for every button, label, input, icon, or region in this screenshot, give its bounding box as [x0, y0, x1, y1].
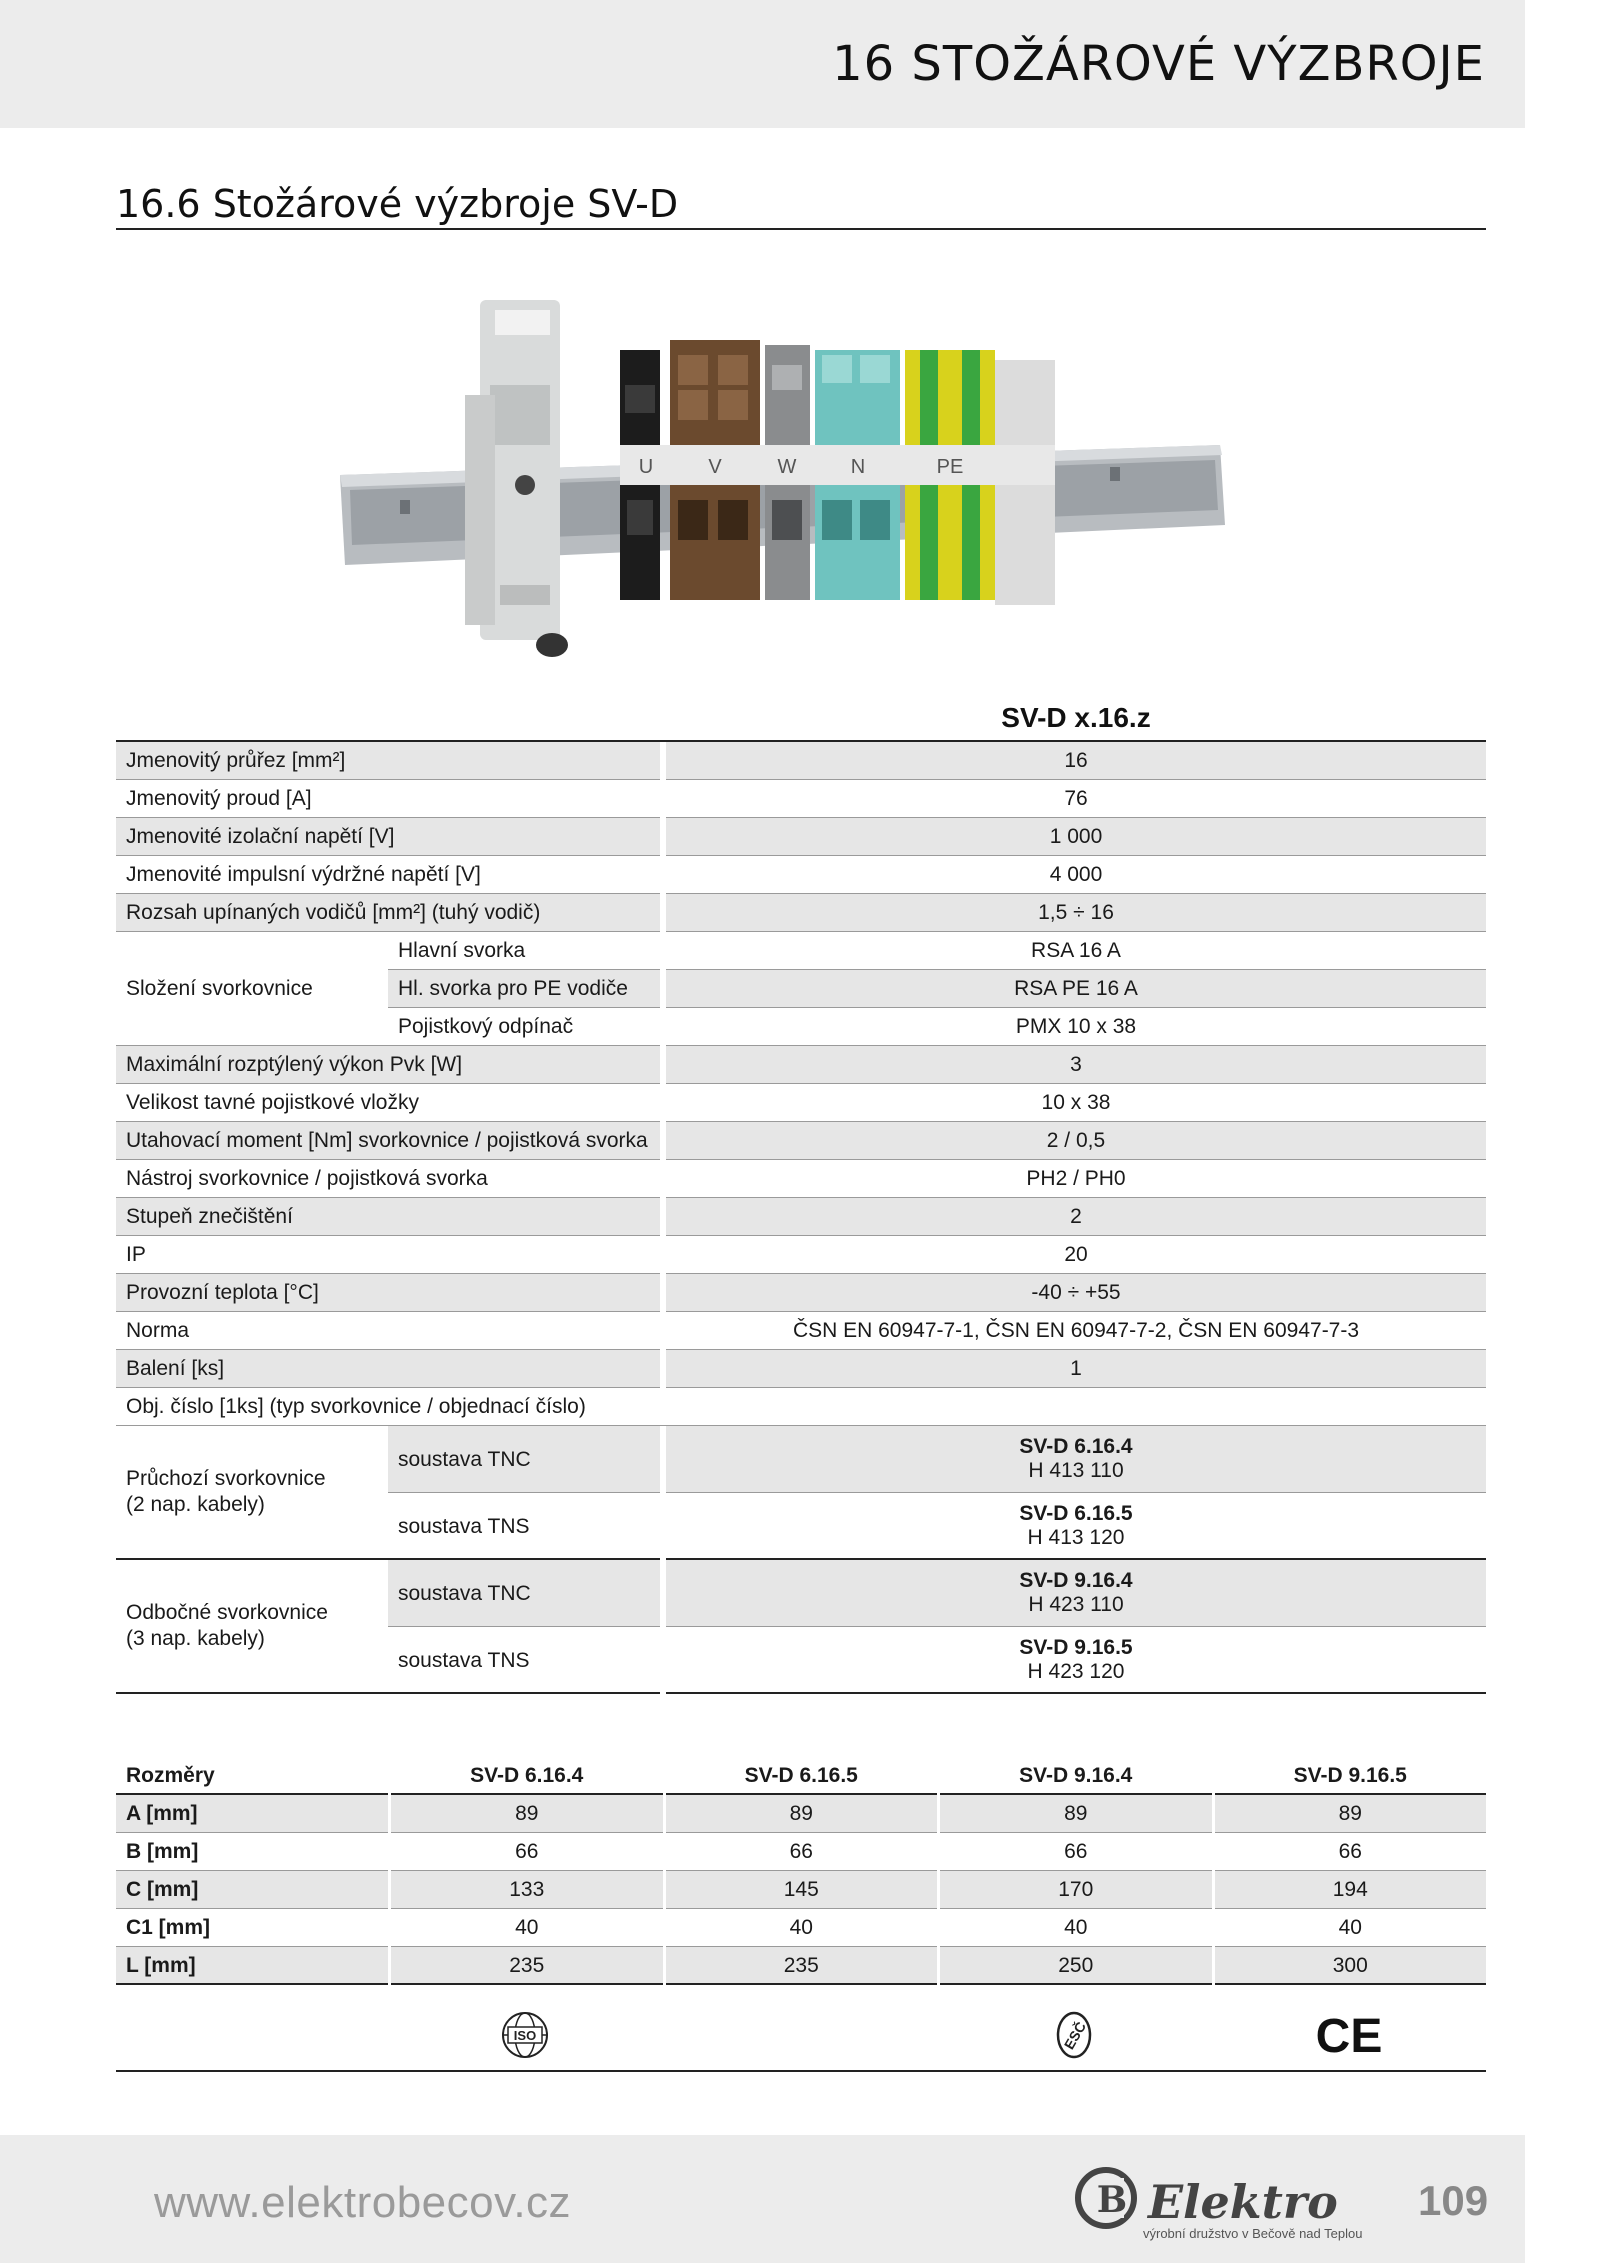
- website-link[interactable]: www.elektrobecov.cz: [154, 2178, 572, 2227]
- svg-text:ISO: ISO: [514, 2028, 537, 2043]
- table-row: Hlavní svorka RSA 16 A: [388, 932, 1486, 970]
- table-row: Nástroj svorkovnice / pojistková svorka PH2 / PH0: [116, 1160, 1486, 1198]
- table-row: soustava TNS SV-D 9.16.5 H 423 120: [388, 1627, 1486, 1694]
- svg-text:CE: CE: [1315, 2010, 1383, 2060]
- order-group: Odbočné svorkovnice (3 nap. kabely) soustava TNC SV-D 9.16.4 H 423 110 soustava TNS SV-D 9.16.5 H 423 120: [116, 1560, 1486, 1694]
- svg-text:ESČ: ESČ: [1060, 2019, 1090, 2052]
- table-row: Stupeň znečištění 2: [116, 1198, 1486, 1236]
- iso-icon: [500, 2010, 550, 2060]
- chapter-title: 16 STOŽÁROVÉ VÝZBROJE: [832, 36, 1485, 92]
- certification-row: [116, 2000, 1486, 2072]
- table-row: C [mm] 133 145 170 194: [116, 1871, 1486, 1909]
- brand-subtitle: výrobní družstvo v Bečově nad Teplou: [1143, 2226, 1363, 2241]
- terminal-label: PE: [936, 456, 964, 478]
- table-row: Jmenovité impulsní výdržné napětí [V] 4 000: [116, 856, 1486, 894]
- table-row: C1 [mm] 40 40 40 40: [116, 1909, 1486, 1947]
- table-row: Norma ČSN EN 60947-7-1, ČSN EN 60947-7-2, ČSN EN 60947-7-3: [116, 1312, 1486, 1350]
- dimensions-header: Rozměry SV-D 6.16.4 SV-D 6.16.5 SV-D 9.16.4 SV-D 9.16.5: [116, 1757, 1486, 1795]
- table-row: L [mm] 235 235 250 300: [116, 1947, 1486, 1985]
- spec-table: [116, 698, 1486, 1694]
- product-photo: [340, 295, 1280, 675]
- order-group: Průchozí svorkovnice (2 nap. kabely) soustava TNC SV-D 6.16.4 H 413 110 soustava TNS SV-D 6.16.5 H 413 120: [116, 1426, 1486, 1560]
- product-name: SV-D x.16.z: [1001, 702, 1151, 733]
- table-row: Rozsah upínaných vodičů [mm²] (tuhý vodič) 1,5 ÷ 16: [116, 894, 1486, 932]
- dimensions-table: [116, 1757, 1486, 1985]
- terminal-label: V: [708, 456, 722, 478]
- page-number: 109: [1418, 2177, 1489, 2224]
- table-row: B [mm] 66 66 66 66: [116, 1833, 1486, 1871]
- table-row: A [mm] 89 89 89 89: [116, 1795, 1486, 1833]
- order-heading-row: Obj. číslo [1ks] (typ svorkovnice / objednací číslo): [116, 1388, 1486, 1426]
- table-row: Pojistkový odpínač PMX 10 x 38: [388, 1008, 1486, 1046]
- table-row: Utahovací moment [Nm] svorkovnice / pojistková svorka 2 / 0,5: [116, 1122, 1486, 1160]
- table-row: Jmenovité izolační napětí [V] 1 000: [116, 818, 1486, 856]
- section-divider: [116, 228, 1486, 230]
- section-title: 16.6 Stožárové výzbroje SV-D: [116, 182, 679, 226]
- ce-icon: [1314, 2010, 1384, 2060]
- table-row: Balení [ks] 1: [116, 1350, 1486, 1388]
- composition-label: Složení svorkovnice: [116, 932, 388, 1046]
- composition-group: [116, 932, 1486, 1046]
- terminal-label: N: [850, 456, 866, 478]
- svg-text:Elektro: Elektro: [1148, 2175, 1338, 2229]
- table-row: Hl. svorka pro PE vodiče RSA PE 16 A: [388, 970, 1486, 1008]
- table-row: soustava TNC SV-D 9.16.4 H 423 110: [388, 1560, 1486, 1627]
- terminal-label: U: [638, 456, 654, 478]
- esc-icon: [1054, 2010, 1094, 2060]
- table-row: Jmenovitý proud [A] 76: [116, 780, 1486, 818]
- spec-header: [116, 698, 1486, 742]
- table-row: Jmenovitý průřez [mm²] 16: [116, 742, 1486, 780]
- svg-text:B: B: [1096, 2179, 1128, 2221]
- table-row: Velikost tavné pojistkové vložky 10 x 38: [116, 1084, 1486, 1122]
- table-row: Provozní teplota [°C] -40 ÷ +55: [116, 1274, 1486, 1312]
- terminal-label: W: [777, 456, 797, 478]
- table-row: soustava TNS SV-D 6.16.5 H 413 120: [388, 1493, 1486, 1560]
- table-row: soustava TNC SV-D 6.16.4 H 413 110: [388, 1426, 1486, 1493]
- table-row: IP 20: [116, 1236, 1486, 1274]
- table-row: Maximální rozptýlený výkon Pvk [W] 3: [116, 1046, 1486, 1084]
